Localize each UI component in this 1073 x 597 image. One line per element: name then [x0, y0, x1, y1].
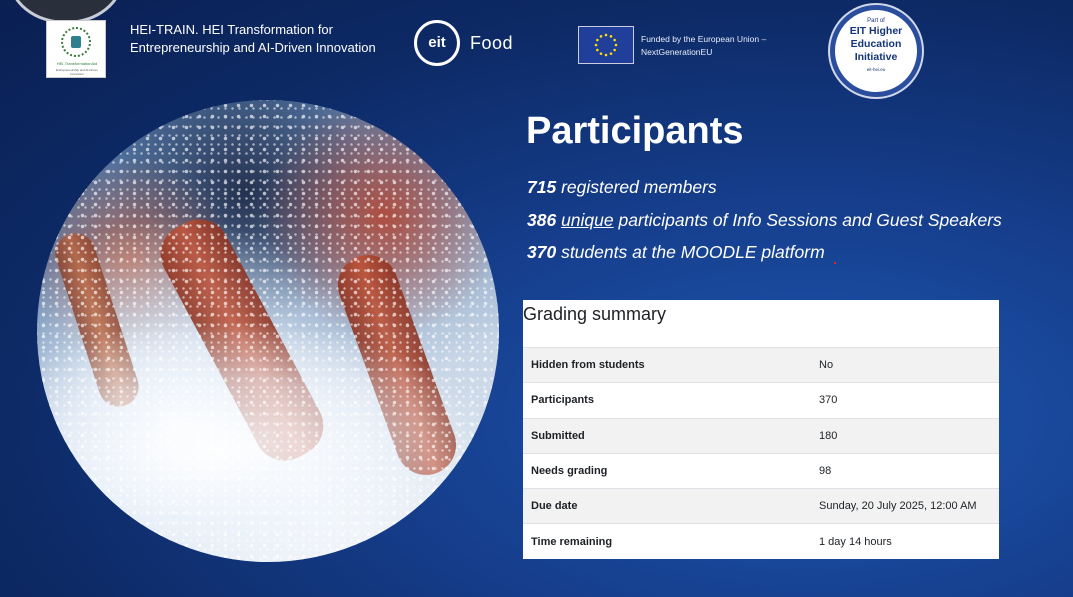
- grading-summary-table: [523, 347, 999, 559]
- table-row: [523, 418, 999, 453]
- stat-unique-participants: [527, 209, 1002, 242]
- eit-food-logo: [414, 20, 513, 66]
- row-label: Time remaining: [523, 524, 811, 559]
- stat-moodle-students: [527, 241, 1002, 274]
- eit-food-label: Food: [470, 32, 514, 53]
- eu-star-icon: [595, 44, 598, 47]
- stat-value: 370: [527, 242, 557, 262]
- eu-funding-text: [641, 33, 766, 59]
- stat-underlined-word: unique: [561, 209, 614, 230]
- eu-star-icon: [613, 39, 616, 42]
- row-value: Sunday, 20 July 2025, 12:00 AM: [811, 489, 999, 524]
- grading-summary-panel: [523, 300, 999, 559]
- participant-stats: [527, 176, 1002, 274]
- table-row: [523, 489, 999, 524]
- eit-badge-line2: Education: [850, 38, 902, 50]
- eu-funding-line1: Funded by the European Union –: [641, 34, 767, 44]
- row-label: Needs grading: [523, 453, 811, 488]
- eu-star-icon: [600, 52, 603, 55]
- eu-star-icon: [605, 34, 608, 37]
- row-value: 180: [811, 418, 999, 453]
- eit-mark: eit: [428, 33, 446, 51]
- row-value: 98: [811, 453, 999, 488]
- hei-logo-caption: HEI-TransformationAid: [56, 61, 98, 66]
- row-value: 1 day 14 hours: [811, 524, 999, 559]
- stat-value: 715: [527, 177, 557, 197]
- table-row: [523, 383, 999, 418]
- eit-hei-badge: [830, 5, 922, 97]
- eit-badge-name: [835, 25, 917, 64]
- eu-star-icon: [610, 35, 613, 38]
- eu-star-icon: [596, 49, 599, 52]
- eu-star-icon: [600, 35, 603, 38]
- eu-flag-icon: [578, 26, 634, 64]
- eu-funding-line2: NextGenerationEU: [641, 47, 713, 57]
- eu-star-icon: [596, 39, 599, 42]
- water-droplets: [37, 100, 499, 562]
- page-title: Participants: [526, 110, 744, 152]
- stat-text: students at the MOODLE platform: [556, 242, 825, 262]
- row-label: Participants: [523, 383, 811, 418]
- table-row: [523, 348, 999, 383]
- eu-star-icon: [613, 49, 616, 52]
- eu-star-icon: [610, 52, 613, 55]
- stat-text: participants of Info Sessions and Guest Speakers: [613, 209, 1002, 230]
- row-value: No: [811, 348, 999, 383]
- eit-badge-part-of: Part of: [867, 18, 885, 24]
- grading-summary-title: Grading summary: [523, 304, 667, 324]
- stat-text: registered members: [556, 177, 717, 197]
- eit-ring-icon: [414, 20, 460, 66]
- row-label: Due date: [523, 489, 811, 524]
- eu-star-icon: [605, 54, 608, 57]
- table-row: [523, 453, 999, 488]
- row-label: Submitted: [523, 418, 811, 453]
- eit-badge-url: eit-hei.eu: [866, 67, 886, 72]
- project-title-line1: HEI-TRAIN. HEI Transformation for: [130, 22, 333, 37]
- table-row: [523, 524, 999, 559]
- hei-logo-emblem-icon: [61, 27, 91, 57]
- red-dot-mark: [834, 262, 836, 264]
- project-title-line2: Entrepreneurship and AI-Driven Innovation: [130, 40, 376, 55]
- rowing-splash-photo: [37, 100, 499, 562]
- row-label: Hidden from students: [523, 348, 811, 383]
- hei-logo-subcaption: Entrepreneurship and AI-Driven Innovation: [55, 68, 99, 76]
- eit-badge-line1: EIT Higher: [849, 25, 903, 37]
- eit-badge-line3: Initiative: [854, 51, 898, 63]
- stat-value: 386: [527, 209, 557, 230]
- row-value: 370: [811, 383, 999, 418]
- project-title: [130, 21, 400, 57]
- stat-registered-members: [527, 176, 1002, 209]
- hei-train-logo: [46, 20, 106, 78]
- eu-star-icon: [615, 44, 618, 47]
